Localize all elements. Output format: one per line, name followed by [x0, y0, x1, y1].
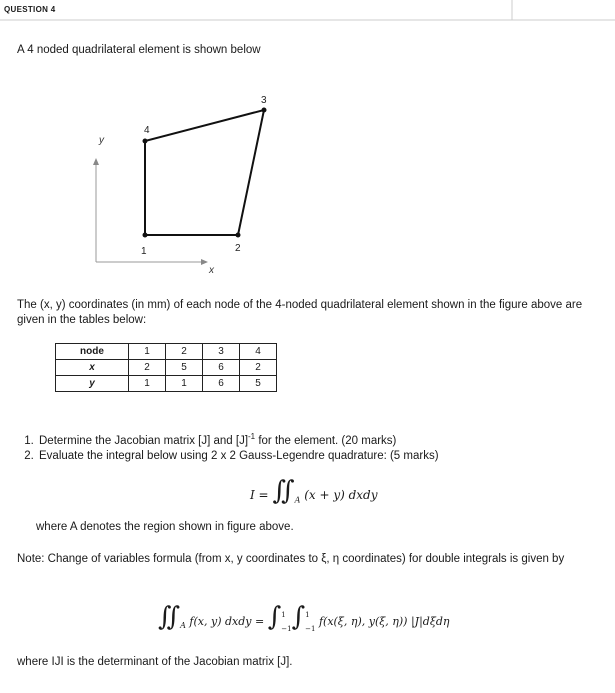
table-header-label: node	[56, 344, 129, 360]
double-integral-symbol: ∬	[158, 602, 181, 632]
node-2-label: 2	[235, 243, 241, 254]
node-4-label: 4	[144, 125, 150, 136]
x-axis-label: x	[209, 265, 214, 276]
formula2-rhs: f(x(ξ, η), y(ξ, η)) |J|dξdη	[318, 615, 450, 628]
node-3-label: 3	[261, 95, 267, 106]
coordinates-table	[55, 343, 277, 392]
table-row	[56, 376, 277, 392]
upper-limit-1: 1	[281, 611, 286, 619]
formula2-lhs: f(x, y) dxdy =	[189, 615, 265, 628]
upper-limit-2: 1	[305, 611, 310, 619]
table-cell: 1	[129, 344, 166, 360]
quadrilateral-figure	[80, 88, 300, 288]
y-axis-label: y	[99, 135, 104, 146]
table-row	[56, 344, 277, 360]
table-cell: 1	[166, 376, 203, 392]
table-cell: 2	[129, 360, 166, 376]
task-list	[17, 429, 439, 464]
jacobian-description: where IJI is the determinant of the Jacobian matrix [J].	[17, 656, 293, 668]
header-lines	[0, 0, 615, 30]
note-text: Note: Change of variables formula (from x, y coordinates to ξ, η coordinates) for double integrals is given by	[17, 553, 565, 565]
element-outline	[145, 110, 264, 235]
table-cell: 4	[240, 344, 277, 360]
coords-paragraph: The (x, y) coordinates (in mm) of each node of the 4-noded quadrilateral element shown in the figure above are given in the tables below:	[17, 299, 583, 326]
node-4-dot	[143, 139, 148, 144]
question-title: QUESTION 4	[4, 5, 56, 14]
node-1-dot	[143, 233, 148, 238]
double-integral-symbol: ∬	[272, 476, 295, 506]
formula-domain: A	[294, 495, 301, 505]
table-row	[56, 360, 277, 376]
integral-symbol: ∫	[291, 602, 306, 632]
table-cell: 1	[129, 376, 166, 392]
table-cell: 6	[203, 376, 240, 392]
formula-lhs: I =	[250, 488, 269, 502]
question-header	[0, 0, 615, 30]
lower-limit-1: −1	[281, 625, 292, 633]
table-cell: 5	[166, 360, 203, 376]
lower-limit-2: −1	[305, 625, 316, 633]
region-description: where A denotes the region shown in figure above.	[36, 521, 294, 533]
table-cell: 2	[166, 344, 203, 360]
node-1-label: 1	[141, 246, 147, 257]
node-2-dot	[236, 233, 241, 238]
table-cell: 6	[203, 360, 240, 376]
formula2-domain: A	[180, 621, 186, 631]
intro-text: A 4 noded quadrilateral element is shown below	[17, 44, 261, 56]
table-cell: 5	[240, 376, 277, 392]
table-cell: 2	[240, 360, 277, 376]
formula-integrand: (x + y) dxdy	[304, 488, 378, 502]
table-row-label-x: x	[56, 360, 129, 376]
node-3-dot	[262, 108, 267, 113]
integral-formula	[250, 478, 378, 504]
table-row-label-y: y	[56, 376, 129, 392]
table-cell: 3	[203, 344, 240, 360]
task-item-1: 1. Determine the Jacobian matrix [J] and $[J]^{-1}$ for the element. (20 marks)	[37, 429, 439, 449]
integral-symbol: ∫	[267, 602, 282, 632]
change-of-variables-formula	[158, 604, 450, 636]
task-item-2: 2. Evaluate the integral below using 2 x 2 Gauss-Legendre quadrature: (5 marks)	[37, 449, 439, 464]
